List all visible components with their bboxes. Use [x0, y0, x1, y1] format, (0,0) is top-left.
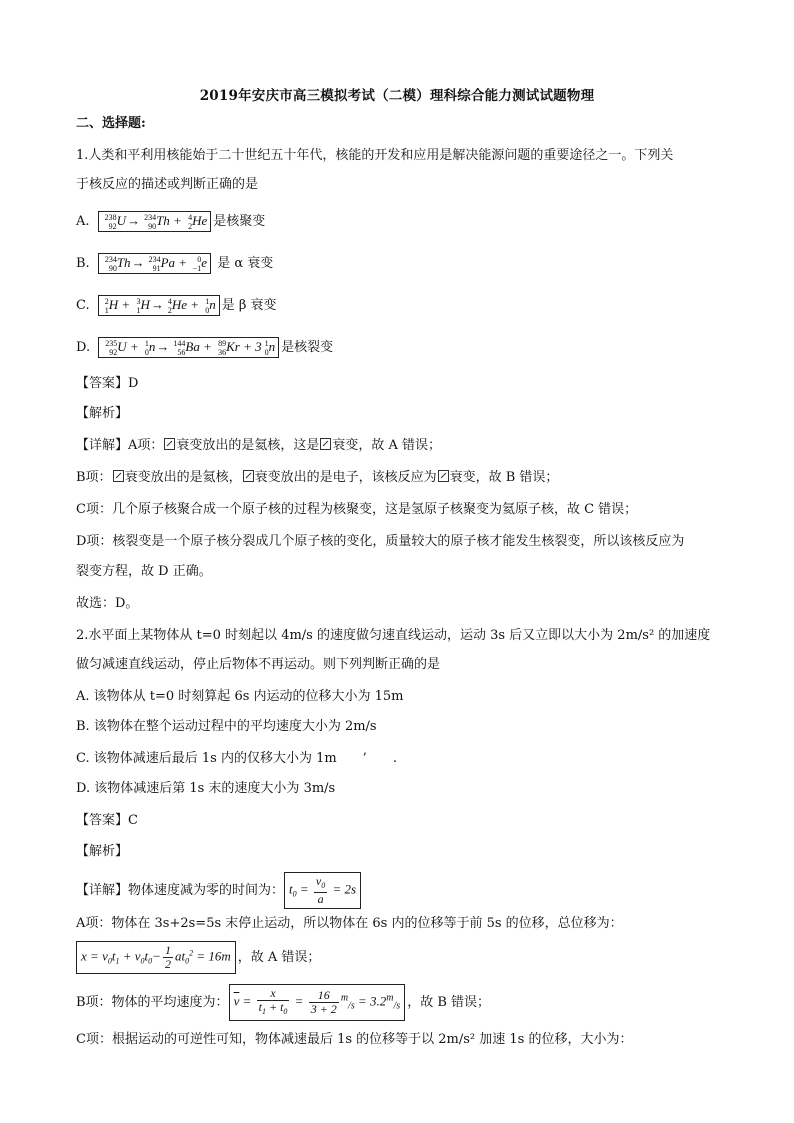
missing-glyph-icon — [243, 470, 254, 482]
q1-detail-d-line2: 裂变方程，故 D 正确。 — [76, 564, 212, 579]
nuclear-equation-c: 2 1 H + 3 1 H→ 4 2 He + 1 0 n — [98, 295, 220, 316]
q1-option-b — [76, 253, 754, 274]
q2-formula-x-line: $x = v_0t_1 + v_0t_0-$ $\frac{1}{2}$ $at_0^2 = 16m$ ，故 A 错误； — [76, 940, 754, 976]
q1-detail-b: B项： 衰变放出的是氦核， 衰变放出的是电子，该核反应为 衰变，故 B 错误； — [76, 470, 559, 485]
option-label: B. — [76, 255, 90, 271]
q1-analysis-heading: 【解析】 — [76, 406, 129, 421]
missing-glyph-icon — [320, 438, 331, 450]
q2-option-a: A. 该物体从 t=0 时刻算起 6s 内运动的位移大小为 15m — [76, 689, 404, 704]
q2-detail-t0: 【详解】物体速度减为零的时间为： $t_0$ = $\frac{v_0}{a}$ = 2s — [76, 872, 754, 909]
q1-choice: 故选：D。 — [76, 596, 139, 611]
q1-detail-a: 【详解】A项： 衰变放出的是氦核，这是 衰变，故 A 错误； — [76, 438, 442, 453]
formula-t0: $t_0$ = $\frac{v_0}{a}$ = 2s — [284, 872, 361, 909]
q2-detail-a: A项：物体在 3s+2s=5s 末停止运动，所以物体在 6s 内的位移等于前 5s 的位移，总位移为： — [76, 916, 623, 931]
q2-answer: 【答案】C — [76, 813, 138, 828]
q1-stem-line2: 于核反应的描述或判断正确的是 — [76, 177, 259, 192]
formula-displacement: $x = v_0t_1 + v_0t_0-$ $\frac{1}{2}$ $at_0^2 = 16m$ — [76, 941, 236, 974]
q1-answer: 【答案】D — [76, 376, 139, 391]
q1-detail-d-line1: D项：核裂变是一个原子核分裂成几个原子核的变化，质量较大的原子核才能发生核裂变，所以该核反应为 — [76, 534, 685, 549]
q2-stem-line1: 2.水平面上某物体从 t=0 时刻起以 4m/s 的速度做匀速直线运动，运动 3s 后又立即以大小为 2m/s² 的加速度 — [76, 628, 711, 643]
option-label: D. — [76, 339, 91, 355]
missing-glyph-icon — [438, 470, 449, 482]
q2-analysis-heading: 【解析】 — [76, 844, 129, 859]
formula-average-velocity: $\overline{v}$ = $\frac{x}{t_1 + t_0}$ = $\frac{16}{3 + 2}$ $^m_{/s} = 3.2^m_{/s}$ — [229, 984, 406, 1021]
missing-glyph-icon — [164, 438, 175, 450]
q1-option-c — [76, 295, 754, 316]
option-a-text: 是核聚变 — [213, 213, 266, 229]
section-heading: 二、选择题: — [76, 116, 146, 131]
q1-option-a — [76, 211, 754, 232]
q2-option-b: B. 该物体在整个运动过程中的平均速度大小为 2m/s — [76, 719, 377, 734]
q1-option-d — [76, 337, 754, 358]
q2-detail-c: C项：根据运动的可逆性可知，物体减速最后 1s 的位移等于以 2m/s² 加速 1s 的位移，大小为： — [76, 1032, 633, 1047]
q1-stem-line1: 1.人类和平利用核能始于二十世纪五十年代，核能的开发和应用是解决能源问题的重要途径之一。下列关 — [76, 148, 674, 163]
nuclear-equation-a: 238 92 U→ 234 90 Th + 4 2 He — [98, 211, 212, 232]
page-title: 2019年安庆市高三模拟考试（二模）理科综合能力测试试题物理 — [199, 88, 595, 104]
q2-option-d: D. 该物体减速后第 1s 末的速度大小为 3m/s — [76, 781, 336, 796]
nuclear-equation-d: 235 92 U + 1 0 n→ 144 56 Ba + 89 36 Kr + 3 1 0 n — [98, 337, 279, 358]
option-label: C. — [76, 297, 90, 313]
nuclear-equation-b: 234 90 Th→ 234 91 Pa + 0 −1 e — [98, 253, 211, 274]
q2-stem-line2: 做匀减速直线运动，停止后物体不再运动。则下列判断正确的是 — [76, 657, 441, 672]
q1-detail-c: C项：几个原子核聚合成一个原子核的过程为核聚变，这是氢原子核聚变为氦原子核，故 C 错误； — [76, 502, 638, 517]
option-label: A. — [76, 213, 90, 229]
missing-glyph-icon — [113, 470, 124, 482]
q2-detail-b: B项：物体的平均速度为： $\overline{v}$ = $\frac{x}{t_1 + t_0}$ = $\frac{16}{3 + 2}$ $^m_{/s} = 3.2^m_{/s}$ ，故 B 错误； — [76, 984, 754, 1021]
option-b-text: 是 α 衰变 — [213, 255, 274, 271]
option-d-text: 是核裂变 — [281, 339, 334, 355]
option-c-text: 是 β 衰变 — [221, 297, 277, 313]
q2-option-c: C. 该物体减速后最后 1s 内的仅移大小为 1m ’ . — [76, 751, 397, 766]
